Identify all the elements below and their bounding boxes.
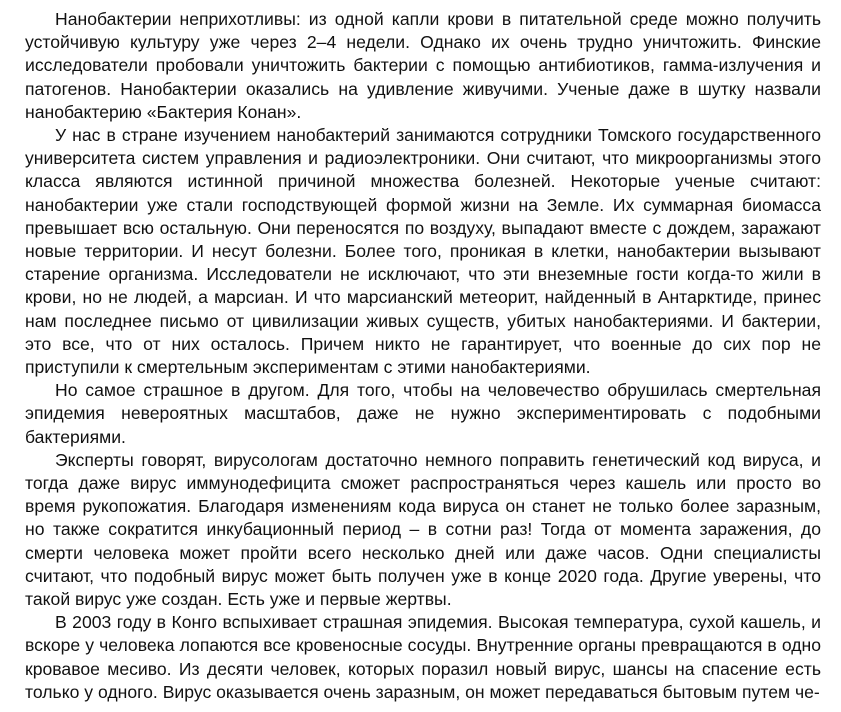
paragraph-nanobacteria-resilience: Нанобактерии неприхотливы: из одной капли крови в питательной среде можно получить устойчивую культуру уже через 2–4 недели. Однако их очень трудно уничтожить. Финские исследователи пробовали уничтожить бактерии с помощью антибиотиков, гамма-излучения и патогенов. Нанобактерии оказались на удивление живучими. Ученые даже в шутку назвали нанобактерию «Бактерия Конан». (25, 9, 821, 122)
paragraph-congo-epidemic: В 2003 году в Конго вспыхивает страшная эпидемия. Высокая температура, сухой кашель, и вскоре у человека лопаются все кровеносные сосуды. Внутренние органы превращаются в одно кровавое месиво. Из десяти человек, которых поразил новый вирус, шансы на спасение есть только у одного. Вирус оказывается очень заразным, он может передаваться бытовым путем че- (25, 612, 821, 702)
paragraph-tomsk-research: У нас в стране изучением нанобактерий занимаются сотрудники Томского государственного университета систем управления и радиоэлектроники. Они считают, что микроорганизмы этого класса являются истинной причиной множества болезней. Некоторые ученые считают: нанобактерии уже стали господствующей формой жизни на Земле. Их суммарная биомасса превышает всю остальную. Они переносятся по воздуху, выпадают вместе с дождем, заражают новые территории. И несут болезни. Более того, проникая в клетки, нанобактерии вызывают старение организма. Исследователи не исключают, что эти внеземные гости когда-то жили в крови, но не людей, а марсиан. И что марсианский метеорит, найденный в Антарктиде, принес нам последнее письмо от цивилизации живых существ, убитых нанобактериями. И бактерии, это все, что от них осталось. Причем никто не гарантирует, что военные до сих пор не приступили к смертельным экспериментам с этими нанобактериями. (25, 125, 821, 378)
article-body (25, 8, 821, 704)
paragraph-virologists: Эксперты говорят, вирусологам достаточно немного поправить генетический код вируса, и тогда даже вирус иммунодефицита сможет распространяться через кашель или просто во время рукопожатия. Благодаря изменениям кода вируса он станет не только более заразным, но также сократится инкубационный период – в сотни раз! Тогда от момента заражения, до смерти человека может пройти всего несколько дней или даже часов. Одни специалисты считают, что подобный вирус может быть получен уже в конце 2020 года. Другие уверены, что такой вирус уже создан. Есть уже и первые жертвы. (25, 449, 821, 610)
paragraph-worst-threat: Но самое страшное в другом. Для того, чтобы на человечество обрушилась смертельная эпидемия невероятных масштабов, даже не нужно экспериментировать с подобными бактериями. (25, 380, 821, 447)
